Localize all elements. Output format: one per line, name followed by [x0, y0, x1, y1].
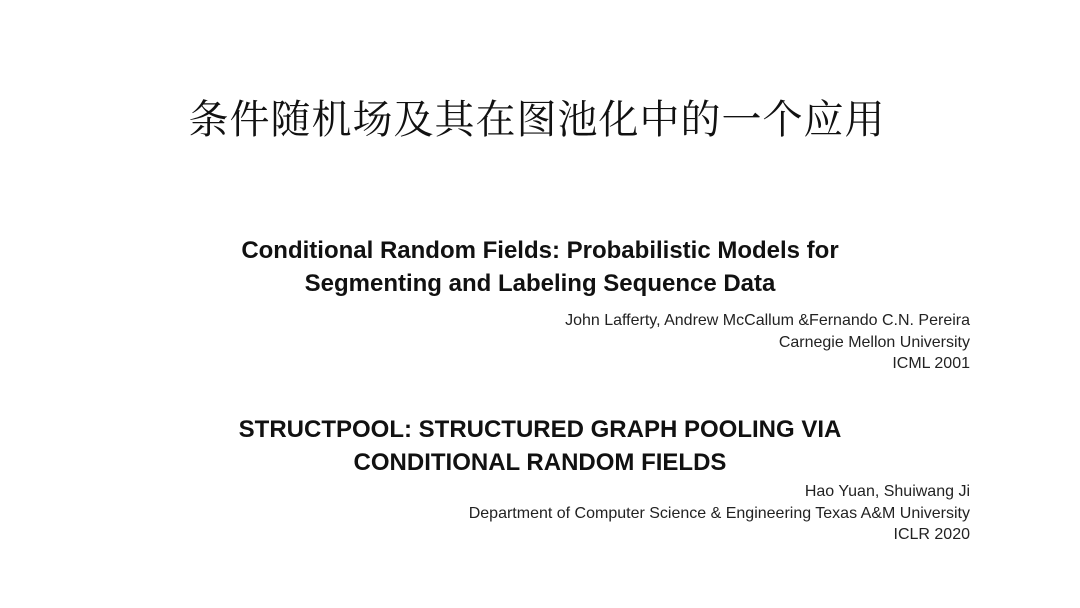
- paper-2-venue: ICLR 2020: [893, 526, 970, 543]
- paper-1-affiliation: Carnegie Mellon University: [778, 333, 970, 351]
- slide-title: 条件随机场及其在图池化中的一个应用: [188, 97, 886, 143]
- paper-2-meta: [300, 481, 970, 546]
- paper-2-affiliation: Department of Computer Science & Engineering Texas A&M University: [468, 504, 970, 522]
- paper-1-title: [110, 234, 970, 300]
- paper-1-title-line-2: Segmenting and Labeling Sequence Data: [304, 270, 776, 297]
- paper-2-authors: Hao Yuan, Shuiwang Ji: [804, 483, 970, 500]
- paper-1-title-line-1: Conditional Random Fields: Probabilistic Models for: [241, 237, 839, 264]
- paper-1-venue: ICML 2001: [892, 355, 970, 372]
- paper-2-title-line-1: STRUCTPOOL: STRUCTURED GRAPH POOLING VIA: [238, 416, 842, 443]
- paper-1-authors: John Lafferty, Andrew McCallum &Fernando C.N. Pereira: [565, 312, 970, 329]
- paper-1-meta: [300, 310, 970, 375]
- paper-2-title: [110, 413, 970, 479]
- paper-2-title-line-2: CONDITIONAL RANDOM FIELDS: [353, 449, 727, 476]
